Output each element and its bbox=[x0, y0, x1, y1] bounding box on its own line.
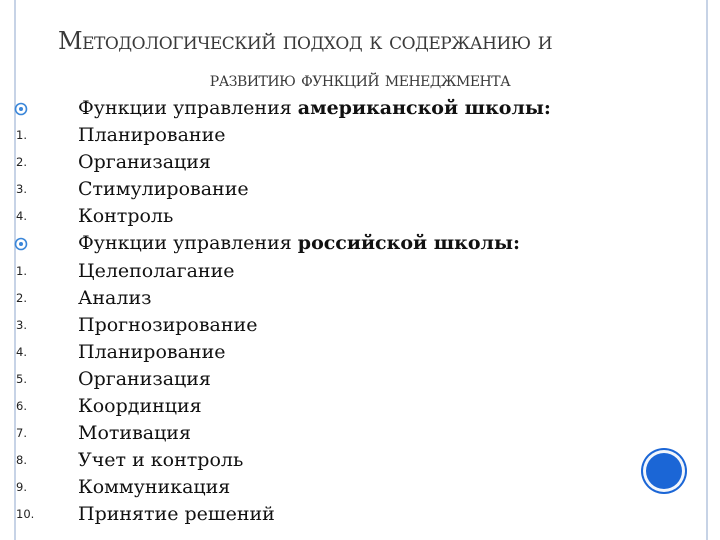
list-number: 7. bbox=[16, 426, 27, 441]
list-item-label: Организация bbox=[78, 367, 211, 390]
list-number: 10. bbox=[16, 507, 35, 522]
list-item bbox=[0, 501, 700, 528]
list-item-label: Мотивация bbox=[78, 422, 191, 445]
list-number: 3. bbox=[16, 182, 27, 197]
list-item-label: Стимулирование bbox=[78, 178, 249, 201]
list-item bbox=[0, 149, 700, 176]
list-item bbox=[0, 339, 700, 366]
list-item bbox=[0, 366, 700, 393]
russian-heading-school: российской школы: bbox=[297, 232, 521, 255]
american-school-heading bbox=[0, 95, 700, 122]
decorative-circle bbox=[643, 450, 685, 492]
list-item-label: Принятие решений bbox=[78, 503, 275, 526]
list-item bbox=[0, 258, 700, 285]
list-number: 2. bbox=[16, 290, 27, 305]
list-number: 2. bbox=[16, 155, 27, 170]
list-number: 1. bbox=[16, 263, 27, 278]
list-item-label: Организация bbox=[78, 151, 211, 174]
list-item-label: Целеполагание bbox=[78, 259, 235, 282]
list-item bbox=[0, 312, 700, 339]
list-number: 6. bbox=[16, 399, 27, 414]
american-heading-lead: Функции управления bbox=[78, 97, 298, 119]
list-item-label: Учет и контроль bbox=[78, 449, 244, 472]
title-line-1: Методологический подход к содержанию и bbox=[58, 27, 553, 55]
list-item bbox=[0, 420, 700, 447]
list-number: 4. bbox=[16, 209, 27, 224]
list-item-label: Координция bbox=[78, 395, 202, 418]
flower-bullet-icon bbox=[14, 237, 28, 251]
title-line-2: развитию функций менеджмента bbox=[209, 67, 511, 91]
flower-bullet-icon bbox=[14, 102, 28, 116]
american-heading-school: американской школы: bbox=[297, 97, 551, 119]
slide-title bbox=[40, 22, 680, 98]
list-item-label: Планирование bbox=[78, 124, 226, 147]
list-item bbox=[0, 447, 700, 474]
russian-heading-text bbox=[78, 230, 520, 257]
list-item-label: Прогнозирование bbox=[78, 313, 258, 336]
list-number: 3. bbox=[16, 317, 27, 332]
list-number: 8. bbox=[16, 453, 27, 468]
list-number: 4. bbox=[16, 344, 27, 359]
list-item bbox=[0, 176, 700, 203]
list-number: 9. bbox=[16, 480, 27, 495]
list-item-label: Коммуникация bbox=[78, 476, 231, 499]
list-item bbox=[0, 203, 700, 230]
list-item-label: Планирование bbox=[78, 340, 226, 363]
american-heading-text bbox=[78, 95, 551, 122]
list-item bbox=[0, 474, 700, 501]
russian-school-heading bbox=[0, 230, 700, 257]
list-item bbox=[0, 285, 700, 312]
right-frame-line bbox=[706, 0, 708, 540]
slide-content bbox=[0, 95, 700, 529]
russian-heading-lead: Функции управления bbox=[78, 232, 298, 255]
list-number: 5. bbox=[16, 371, 27, 386]
list-item-label: Контроль bbox=[78, 205, 174, 228]
list-number: 1. bbox=[16, 128, 27, 143]
list-item bbox=[0, 393, 700, 420]
list-item-label: Анализ bbox=[78, 286, 152, 309]
list-item bbox=[0, 122, 700, 149]
